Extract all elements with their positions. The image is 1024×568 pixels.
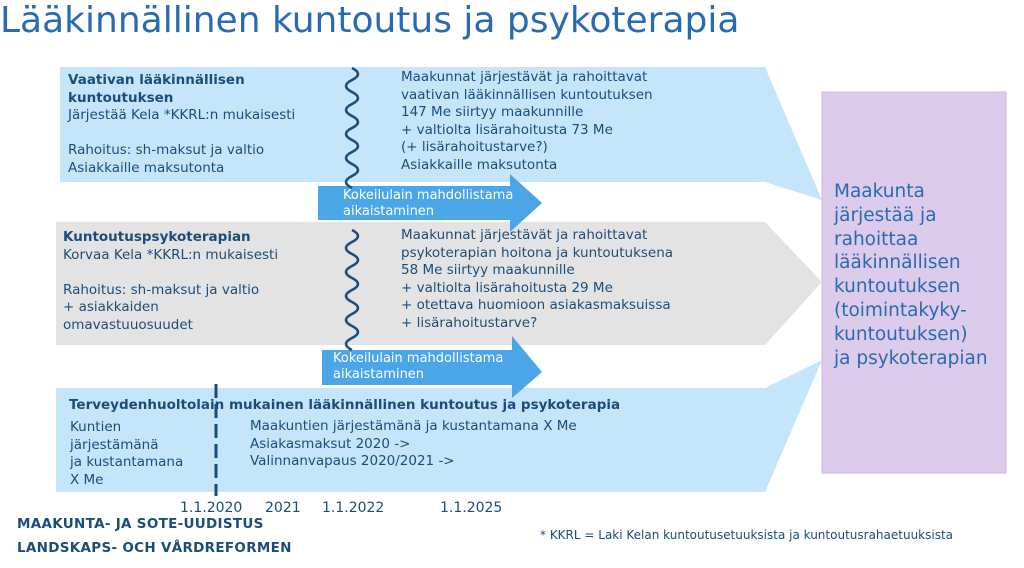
row2-left-line: omavastuuosuudet [63, 316, 193, 333]
row3-heading [69, 397, 620, 415]
row2-heading: Kuntoutuspsykoterapian [63, 229, 251, 245]
timeline-year: 1.1.2022 [322, 500, 385, 516]
row3-right-text [250, 418, 577, 471]
row1-right-text [401, 69, 653, 174]
row2-left-line: Korvaa Kela *KKRL:n mukaisesti [63, 246, 279, 263]
footer-line-1: MAAKUNTA- JA SOTE-UUDISTUS [17, 516, 264, 532]
target-box-line: järjestää ja [834, 204, 937, 226]
row1-heading-line2: kuntoutuksen [68, 89, 174, 106]
row1-right-line: vaativan lääkinnällisen kuntoutuksen [401, 86, 653, 103]
row3-heading-text: Terveydenhuoltolain mukainen lääkinnällinen kuntoutus ja psykoterapia [69, 397, 621, 413]
target-box-text [834, 180, 1004, 370]
row2-left-line [63, 264, 278, 282]
row3-left-line: ja kustantamana [70, 454, 184, 470]
row2-right-line: + otettava huomioon asiakasmaksuissa [401, 297, 671, 313]
row1-left-line: Asiakkaille maksutonta [68, 159, 225, 176]
row3-right-line: Valinnanvapaus 2020/2021 -> [250, 453, 455, 469]
row1-right-line: Maakunnat järjestävät ja rahoittavat [401, 69, 648, 85]
pilot-arrow-1-line: aikaistaminen [343, 203, 435, 219]
target-box-line: ja psykoterapian [834, 347, 988, 369]
row1-left-line: Järjestää Kela *KKRL:n mukaisesti [68, 107, 296, 123]
row3-left-text [70, 419, 183, 489]
row1-right-line: (+ lisärahoitustarve?) [401, 139, 548, 155]
row1-right-line: + valtiolta lisärahoitusta 73 Me [401, 121, 613, 138]
row2-right-line: Maakunnat järjestävät ja rahoittavat [401, 227, 648, 243]
pilot-arrow-2-line: Kokeilulain mahdollistama [333, 351, 504, 366]
row2-left-line: Rahoitus: sh-maksut ja valtio [63, 281, 260, 298]
row3-left-line: X Me [70, 471, 104, 488]
footnote: * KKRL = Laki Kelan kuntoutusetuuksista ja kuntoutusrahaetuuksista [540, 528, 954, 542]
row3-left-line: Kuntien [70, 419, 122, 435]
row2-right-line: + lisärahoitustarve? [401, 314, 538, 331]
pilot-arrow-1-line: Kokeilulain mahdollistama [343, 188, 514, 203]
timeline-year: 2021 [265, 500, 301, 516]
row3-right-line: Maakuntien järjestämänä ja kustantamana X Me [250, 418, 577, 434]
target-box-line: kuntoutuksen) [834, 323, 968, 345]
page-title: Lääkinnällinen kuntoutus ja psykoterapia [0, 0, 740, 41]
row3-right-line: Asiakasmaksut 2020 -> [250, 435, 411, 452]
row1-heading-line1: Vaativan lääkinnällisen [68, 72, 245, 88]
target-box-line: (toimintakyky- [834, 299, 967, 321]
row1-right-line: Asiakkaille maksutonta [401, 156, 558, 173]
target-box-line: kuntoutuksen [834, 276, 961, 298]
row3-left-line: järjestämänä [70, 436, 159, 453]
row1-left-line [68, 125, 295, 143]
target-box-line: Maakunta [834, 181, 925, 202]
row2-left-line: + asiakkaiden [63, 299, 159, 315]
pilot-arrow-2-label [333, 351, 503, 382]
pilot-arrow-1-label [343, 188, 513, 219]
row1-left-text [68, 72, 295, 177]
row2-left-text [63, 229, 278, 334]
footer-line-2: LANDSKAPS- OCH VÅRDREFORMEN [17, 540, 292, 556]
row1-left-line: Rahoitus: sh-maksut ja valtio [68, 142, 265, 158]
target-box-line: rahoittaa [834, 228, 919, 250]
pilot-arrow-2-line: aikaistaminen [333, 366, 425, 382]
timeline-year: 1.1.2020 [180, 500, 243, 516]
row2-right-line: 58 Me siirtyy maakunnille [401, 262, 575, 278]
row2-right-line: psykoterapian hoitona ja kuntoutuksena [401, 244, 674, 261]
row2-right-text [401, 227, 673, 332]
target-box-line: lääkinnällisen [834, 252, 961, 274]
row1-right-line: 147 Me siirtyy maakunnille [401, 104, 584, 120]
timeline-year: 1.1.2025 [440, 500, 503, 516]
row2-right-line: + valtiolta lisärahoitusta 29 Me [401, 279, 613, 296]
